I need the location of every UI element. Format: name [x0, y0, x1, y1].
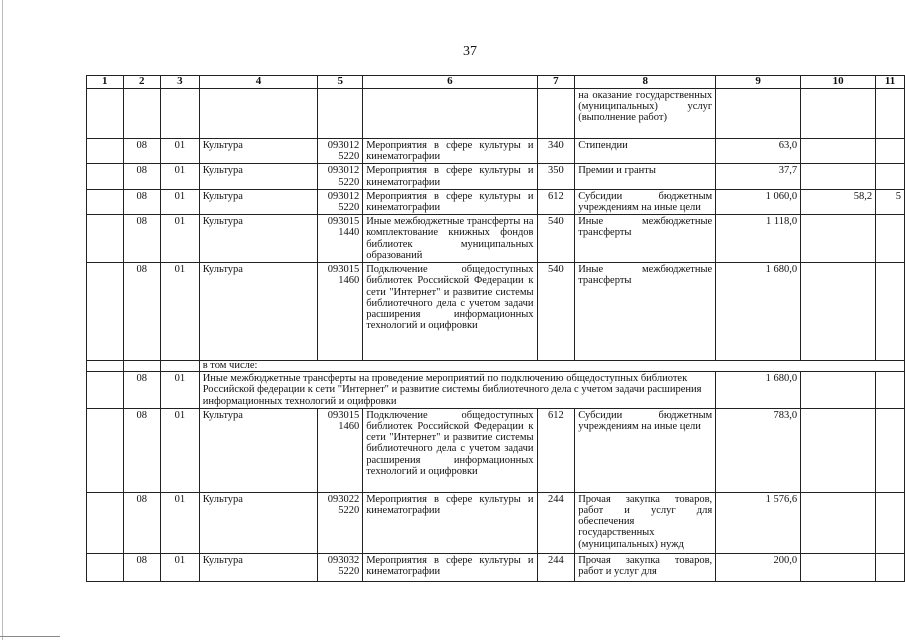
- cell-col10: [801, 408, 876, 492]
- cell-target-code: 093015 1440: [318, 215, 363, 263]
- cell-expense-name: Премии и гранты: [575, 164, 716, 189]
- cell-section-code: 08: [123, 189, 161, 214]
- cell-section-code: [123, 361, 161, 372]
- cell-amount: 1 576,6: [716, 492, 801, 553]
- cell-subsection-code: 01: [161, 164, 200, 189]
- cell-subsection-code: 01: [161, 139, 200, 164]
- cell-subsection-code: [161, 89, 200, 139]
- budget-table: [86, 75, 905, 582]
- cell-section-code: 08: [123, 139, 161, 164]
- cell-col11: [876, 89, 905, 139]
- cell-target-name: Мероприятия в сфере культуры и кинематографии: [363, 164, 537, 189]
- cell-col11: [876, 139, 905, 164]
- table-row: [87, 215, 905, 263]
- table-row: [87, 263, 905, 361]
- table-row: [87, 553, 905, 581]
- cell-subsection-code: 01: [161, 215, 200, 263]
- cell-section-name: Культура: [199, 553, 318, 581]
- cell-col1: [87, 263, 124, 361]
- cell-amount: 63,0: [716, 139, 801, 164]
- cell-section-code: 08: [123, 492, 161, 553]
- cell-col10: [801, 372, 876, 409]
- column-header-9: 9: [716, 76, 801, 89]
- cell-section-code: 08: [123, 164, 161, 189]
- cell-section-name: [199, 89, 318, 139]
- table-row: [87, 408, 905, 492]
- cell-expense-name: Субсидии бюджетным учреждениям на иные цели: [575, 189, 716, 214]
- column-header-11: 11: [876, 76, 905, 89]
- cell-target-name: [363, 89, 537, 139]
- cell-section-code: 08: [123, 553, 161, 581]
- cell-expense-code: [537, 89, 575, 139]
- cell-section-name: Культура: [199, 215, 318, 263]
- cell-col1: [87, 361, 124, 372]
- page-edge-mark: [0, 636, 60, 637]
- table-row: [87, 164, 905, 189]
- table-row: [87, 139, 905, 164]
- cell-target-code: 093012 5220: [318, 139, 363, 164]
- cell-col1: [87, 189, 124, 214]
- cell-section-name: Культура: [199, 189, 318, 214]
- cell-amount: 1 060,0: [716, 189, 801, 214]
- cell-col1: [87, 408, 124, 492]
- cell-expense-name: на оказание государственных (муниципальных) услуг (выполнение работ): [575, 89, 716, 139]
- cell-target-code: 093012 5220: [318, 164, 363, 189]
- cell-amount: 200,0: [716, 553, 801, 581]
- cell-section-code: 08: [123, 263, 161, 361]
- cell-expense-code: 244: [537, 492, 575, 553]
- cell-expense-code: 540: [537, 263, 575, 361]
- cell-target-code: 093012 5220: [318, 189, 363, 214]
- page-number: 37: [463, 44, 477, 59]
- cell-col10: 58,2: [801, 189, 876, 214]
- span-description: Иные межбюджетные трансферты на проведение мероприятий по подключению общедоступных библиотек Российской федерации к сети "Интернет" и развитие системы библиотечного дела с учетом задачи расширения информационных технологий и оцифровки: [199, 372, 715, 409]
- cell-col1: [87, 164, 124, 189]
- cell-amount: 783,0: [716, 408, 801, 492]
- cell-target-name: Мероприятия в сфере культуры и кинематографии: [363, 492, 537, 553]
- cell-col10: [801, 263, 876, 361]
- cell-col10: [801, 215, 876, 263]
- cell-amount: 1 680,0: [716, 263, 801, 361]
- cell-amount: [716, 89, 801, 139]
- table-row: [87, 189, 905, 214]
- cell-section-name: Культура: [199, 139, 318, 164]
- cell-col1: [87, 215, 124, 263]
- cell-col11: [876, 164, 905, 189]
- cell-expense-code: 350: [537, 164, 575, 189]
- cell-section-code: 08: [123, 408, 161, 492]
- table-row: [87, 361, 905, 372]
- cell-col11: [876, 492, 905, 553]
- cell-col10: [801, 553, 876, 581]
- cell-target-code: [318, 89, 363, 139]
- including-label: в том числе:: [199, 361, 904, 372]
- column-header-3: 3: [161, 76, 200, 89]
- cell-subsection-code: 01: [161, 263, 200, 361]
- table-row: [87, 89, 905, 139]
- cell-col11: [876, 263, 905, 361]
- cell-subsection-code: 01: [161, 408, 200, 492]
- cell-section-code: 08: [123, 372, 161, 409]
- cell-subsection-code: [161, 361, 200, 372]
- cell-amount: 1 680,0: [716, 372, 801, 409]
- cell-target-name: Мероприятия в сфере культуры и кинематографии: [363, 553, 537, 581]
- cell-target-code: 093032 5220: [318, 553, 363, 581]
- cell-col10: [801, 492, 876, 553]
- cell-subsection-code: 01: [161, 492, 200, 553]
- cell-col11: [876, 372, 905, 409]
- cell-target-code: 093015 1460: [318, 263, 363, 361]
- cell-section-code: 08: [123, 215, 161, 263]
- cell-expense-code: 244: [537, 553, 575, 581]
- cell-section-name: Культура: [199, 263, 318, 361]
- cell-target-code: 093022 5220: [318, 492, 363, 553]
- cell-col1: [87, 372, 124, 409]
- cell-target-name: Подключение общедоступных библиотек Российской Федерации к сети "Интернет" и развитие системы библиотечного дела с учетом задачи расширения информационных технологий и оцифровки: [363, 408, 537, 492]
- page-edge-mark: [2, 0, 3, 640]
- cell-expense-code: 340: [537, 139, 575, 164]
- cell-amount: 1 118,0: [716, 215, 801, 263]
- column-header-7: 7: [537, 76, 575, 89]
- cell-section-code: [123, 89, 161, 139]
- cell-subsection-code: 01: [161, 189, 200, 214]
- cell-expense-name: Субсидии бюджетным учреждениям на иные цели: [575, 408, 716, 492]
- cell-col10: [801, 139, 876, 164]
- cell-col11: [876, 553, 905, 581]
- cell-col11: [876, 408, 905, 492]
- cell-col11: [876, 215, 905, 263]
- cell-target-code: 093015 1460: [318, 408, 363, 492]
- cell-section-name: Культура: [199, 492, 318, 553]
- cell-expense-name: Иные межбюджетные трансферты: [575, 215, 716, 263]
- cell-amount: 37,7: [716, 164, 801, 189]
- cell-section-name: Культура: [199, 408, 318, 492]
- column-header-1: 1: [87, 76, 124, 89]
- cell-col1: [87, 139, 124, 164]
- column-header-2: 2: [123, 76, 161, 89]
- column-header-8: 8: [575, 76, 716, 89]
- cell-expense-name: Стипендии: [575, 139, 716, 164]
- cell-section-name: Культура: [199, 164, 318, 189]
- table-row: [87, 372, 905, 409]
- cell-col1: [87, 89, 124, 139]
- cell-expense-code: 540: [537, 215, 575, 263]
- column-header-5: 5: [318, 76, 363, 89]
- cell-target-name: Подключение общедоступных библиотек Российской Федерации к сети "Интернет" и развитие системы библиотечного дела с учетом задачи расширения информационных технологий и оцифровки: [363, 263, 537, 361]
- cell-subsection-code: 01: [161, 372, 200, 409]
- cell-col10: [801, 164, 876, 189]
- cell-expense-code: 612: [537, 408, 575, 492]
- cell-expense-name: Прочая закупка товаров, работ и услуг для: [575, 553, 716, 581]
- cell-expense-name: Иные межбюджетные трансферты: [575, 263, 716, 361]
- cell-col11: 5: [876, 189, 905, 214]
- cell-target-name: Мероприятия в сфере культуры и кинематографии: [363, 189, 537, 214]
- cell-col1: [87, 553, 124, 581]
- table-header-row: [87, 76, 905, 89]
- cell-target-name: Мероприятия в сфере культуры и кинематографии: [363, 139, 537, 164]
- cell-expense-code: 612: [537, 189, 575, 214]
- table-row: [87, 492, 905, 553]
- cell-subsection-code: 01: [161, 553, 200, 581]
- cell-expense-name: Прочая закупка товаров, работ и услуг для обеспечения государственных (муниципальных) нужд: [575, 492, 716, 553]
- column-header-10: 10: [801, 76, 876, 89]
- column-header-4: 4: [199, 76, 318, 89]
- cell-target-name: Иные межбюджетные трансферты на комплектование книжных фондов библиотек муниципальных образований: [363, 215, 537, 263]
- cell-col1: [87, 492, 124, 553]
- table-body: [87, 89, 905, 582]
- column-header-6: 6: [363, 76, 537, 89]
- cell-col10: [801, 89, 876, 139]
